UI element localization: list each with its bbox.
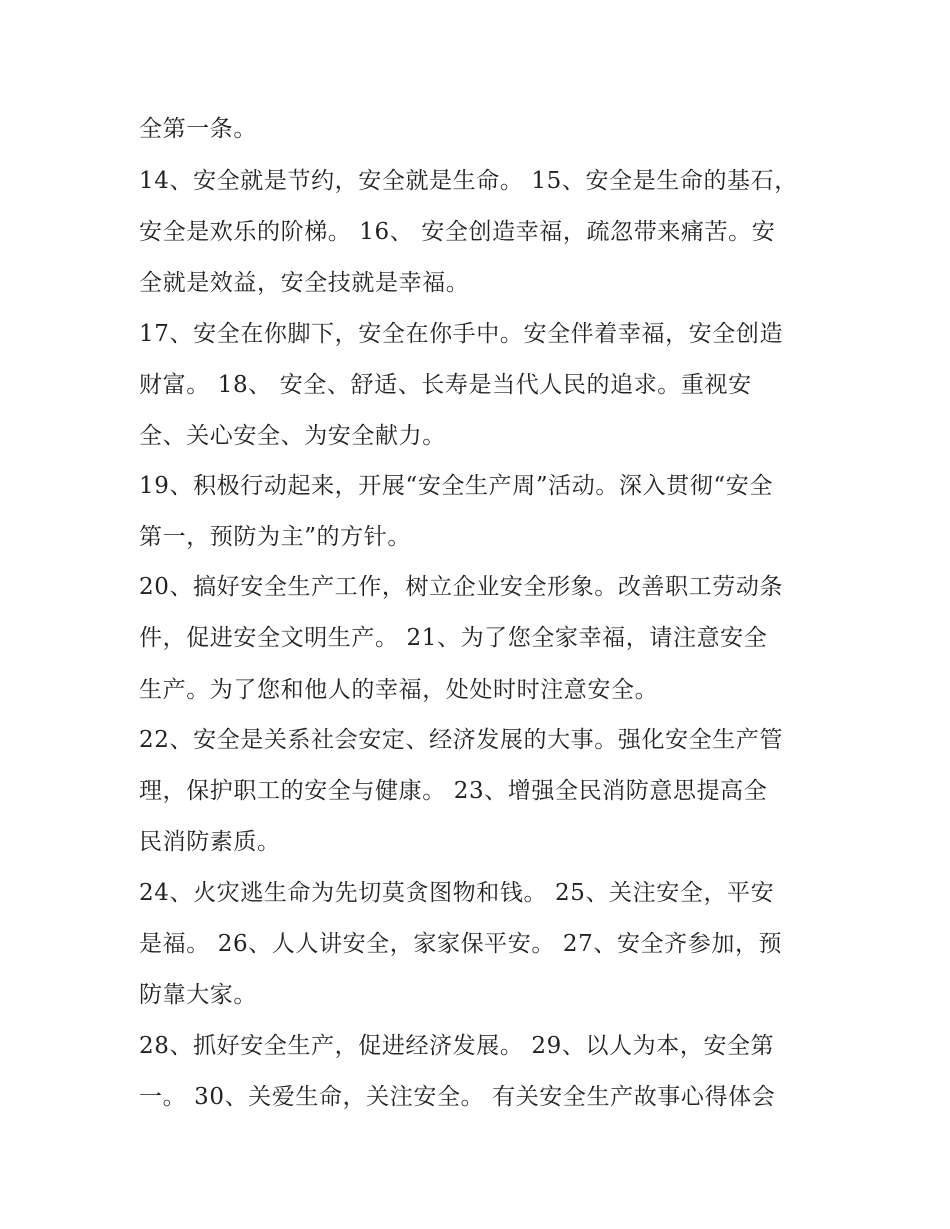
text-line: 22、安全是关系社会安定、经济发展的大事。强化安全生产管 [139,727,784,753]
text-line: 一。 30、关爱生命，关注安全。 有关安全生产故事心得体会 [139,1084,776,1110]
text-line: 24、火灾逃生命为先切莫贪图物和钱。 25、关注安全，平安 [139,880,775,906]
text-line: 17、安全在你脚下，安全在你手中。安全伴着幸福，安全创造 [139,321,784,347]
text-line: 是福。 26、人人讲安全，家家保平安。 27、安全齐参加，预 [139,931,783,957]
text-line: 防靠大家。 [139,982,257,1008]
text-line: 生产。为了您和他人的幸福，处处时时注意安全。 [139,677,659,703]
text-line: 全就是效益，安全技就是幸福。 [139,270,470,296]
text-line: 第一，预防为主”的方针。 [139,524,411,550]
text-line: 件，促进安全文明生产。 21、为了您全家幸福，请注意安全 [139,625,768,651]
text-line: 民消防素质。 [139,829,281,855]
text-line: 20、搞好安全生产工作，树立企业安全形象。改善职工劳动条 [139,574,784,600]
text-line: 全第一条。 [139,116,257,142]
text-line: 28、抓好安全生产，促进经济发展。 29、以人为本，安全第 [139,1033,775,1059]
text-line: 安全是欢乐的阶梯。 16、 安全创造幸福，疏忽带来痛苦。安 [139,219,776,245]
text-line: 全、关心安全、为安全献力。 [139,423,446,449]
text-line: 14、安全就是节约，安全就是生命。 15、安全是生命的基石， [139,168,798,194]
text-line: 理，保护职工的安全与健康。 23、增强全民消防意思提高全 [139,778,768,804]
text-line: 19、积极行动起来，开展“安全生产周”活动。深入贯彻“安全 [139,473,773,499]
text-line: 财富。 18、 安全、舒适、长寿是当代人民的追求。重视安 [139,372,752,398]
